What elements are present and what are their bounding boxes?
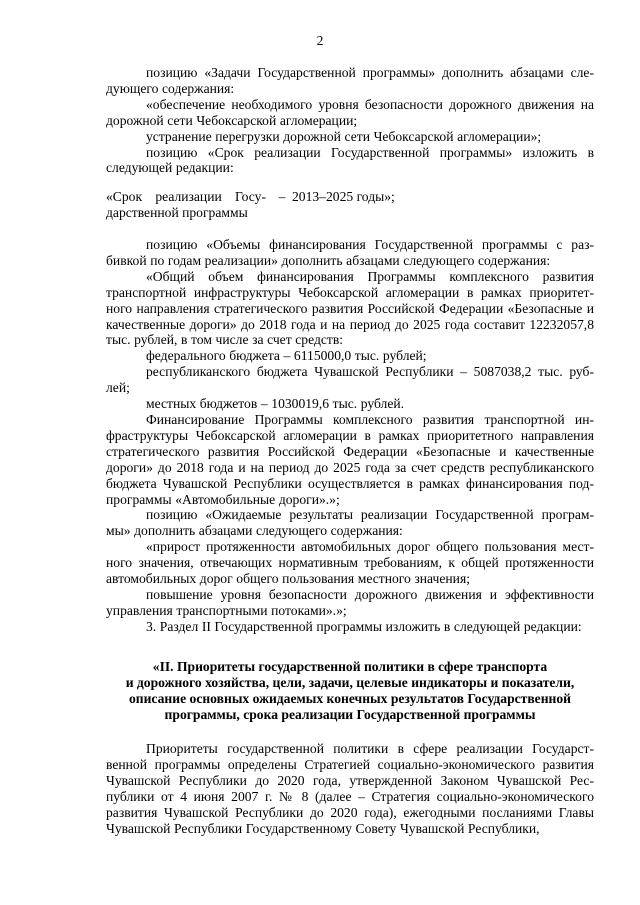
text-block-financing [106, 237, 594, 635]
paragraph: повышение уровня безопасности дорожного движения и эффективности управления транспортными потоками».»; [106, 586, 594, 618]
paragraph: федерального бюджета – 6115000,0 тыс. рублей; [146, 348, 427, 364]
section-heading-line: описание основных ожидаемых конечных результатов Государственной [128, 691, 572, 706]
paragraph: республиканского бюджета Чувашской Республики – 5087038,2 тыс. руб-лей; [106, 364, 594, 396]
text-block-amendments [106, 65, 594, 176]
paragraph: устранение перегрузки дорожной сети Чебоксарской агломерации»; [146, 128, 542, 144]
paragraph: позицию «Задачи Государственной программы» дополнить абзацами сле-дующего содержания: [106, 65, 594, 96]
text-block-priorities [106, 741, 594, 836]
table-cell-label-line: «Срок реализации Госу- [106, 189, 266, 204]
table-cell-label-line: дарственной программы [106, 204, 248, 220]
section-heading-line: и дорожного хозяйства, цели, задачи, целевые индикаторы и показатели, [125, 675, 575, 690]
section-heading-line: «II. Приоритеты государственной политики в сфере транспорта [152, 659, 548, 674]
paragraph: Финансирование Программы комплексного развития транспортной ин-фраструктуры Чебоксарской агломерации в рамках приоритетного направления стратегического развития Российской Федерации «Безопасные и качественные дороги» до 2018 года и на период до 2025 года за счет средств республиканского бюджета Чувашской Республики осуществляется в рамках финансирования под-программы «Автомобильные дороги».»; [106, 411, 594, 507]
paragraph: «обеспечение необходимого уровня безопасности дорожного движения на дорожной сети Чебоксарской агломерации; [106, 96, 594, 128]
table-cell-label [106, 189, 266, 221]
paragraph: 3. Раздел II Государственной программы изложить в следующей редакции: [146, 618, 582, 634]
paragraph: местных бюджетов – 1030019,6 тыс. рублей. [146, 396, 405, 412]
paragraph: позицию «Объемы финансирования Государственной программы с раз-бивкой по годам реализации» дополнить абзацами следующего содержания: [106, 237, 594, 268]
section-heading [106, 659, 594, 723]
paragraph: позицию «Ожидаемые результаты реализации Государственной програм-мы» дополнить абзацами следующего содержания: [106, 507, 594, 539]
paragraph: позицию «Срок реализации Государственной программы» изложить в следующей редакции: [106, 144, 594, 176]
paragraph: «Общий объем финансирования Программы комплексного развития транспортной инфраструктуры Чебоксарской агломерации в рамках приоритет-ного направления стратегического развития Российской Федерации «Безопасные и качественные дороги» до 2018 года и на период до 2025 года составит 12232057,8 тыс. рублей, в том числе за счет средств: [106, 268, 594, 348]
page-number: 2 [316, 33, 324, 48]
paragraph: «прирост протяженности автомобильных дорог общего пользования мест-ного значения, отвечающих нормативным требованиям, к общей протяженности автомобильных дорог общего пользования местного значения; [106, 539, 594, 587]
table-cell-dash: – [278, 189, 286, 204]
paragraph: Приоритеты государственной политики в сфере реализации Государст-венной программы определены Стратегией социально-экономического развития Чувашской Республики до 2020 года, утвержденной Законом Чувашской Рес-публики от 4 июня 2007 г. № 8 (далее – Стратегия социально-экономического развития Чувашской Республики до 2020 года), ежегодными посланиями Главы Чувашской Республики Государственному Совету Чувашской Республики, [106, 741, 594, 836]
table-cell-value: 2013–2025 годы»; [292, 189, 395, 204]
section-heading-line: программы, срока реализации Государственной программы [164, 707, 536, 722]
